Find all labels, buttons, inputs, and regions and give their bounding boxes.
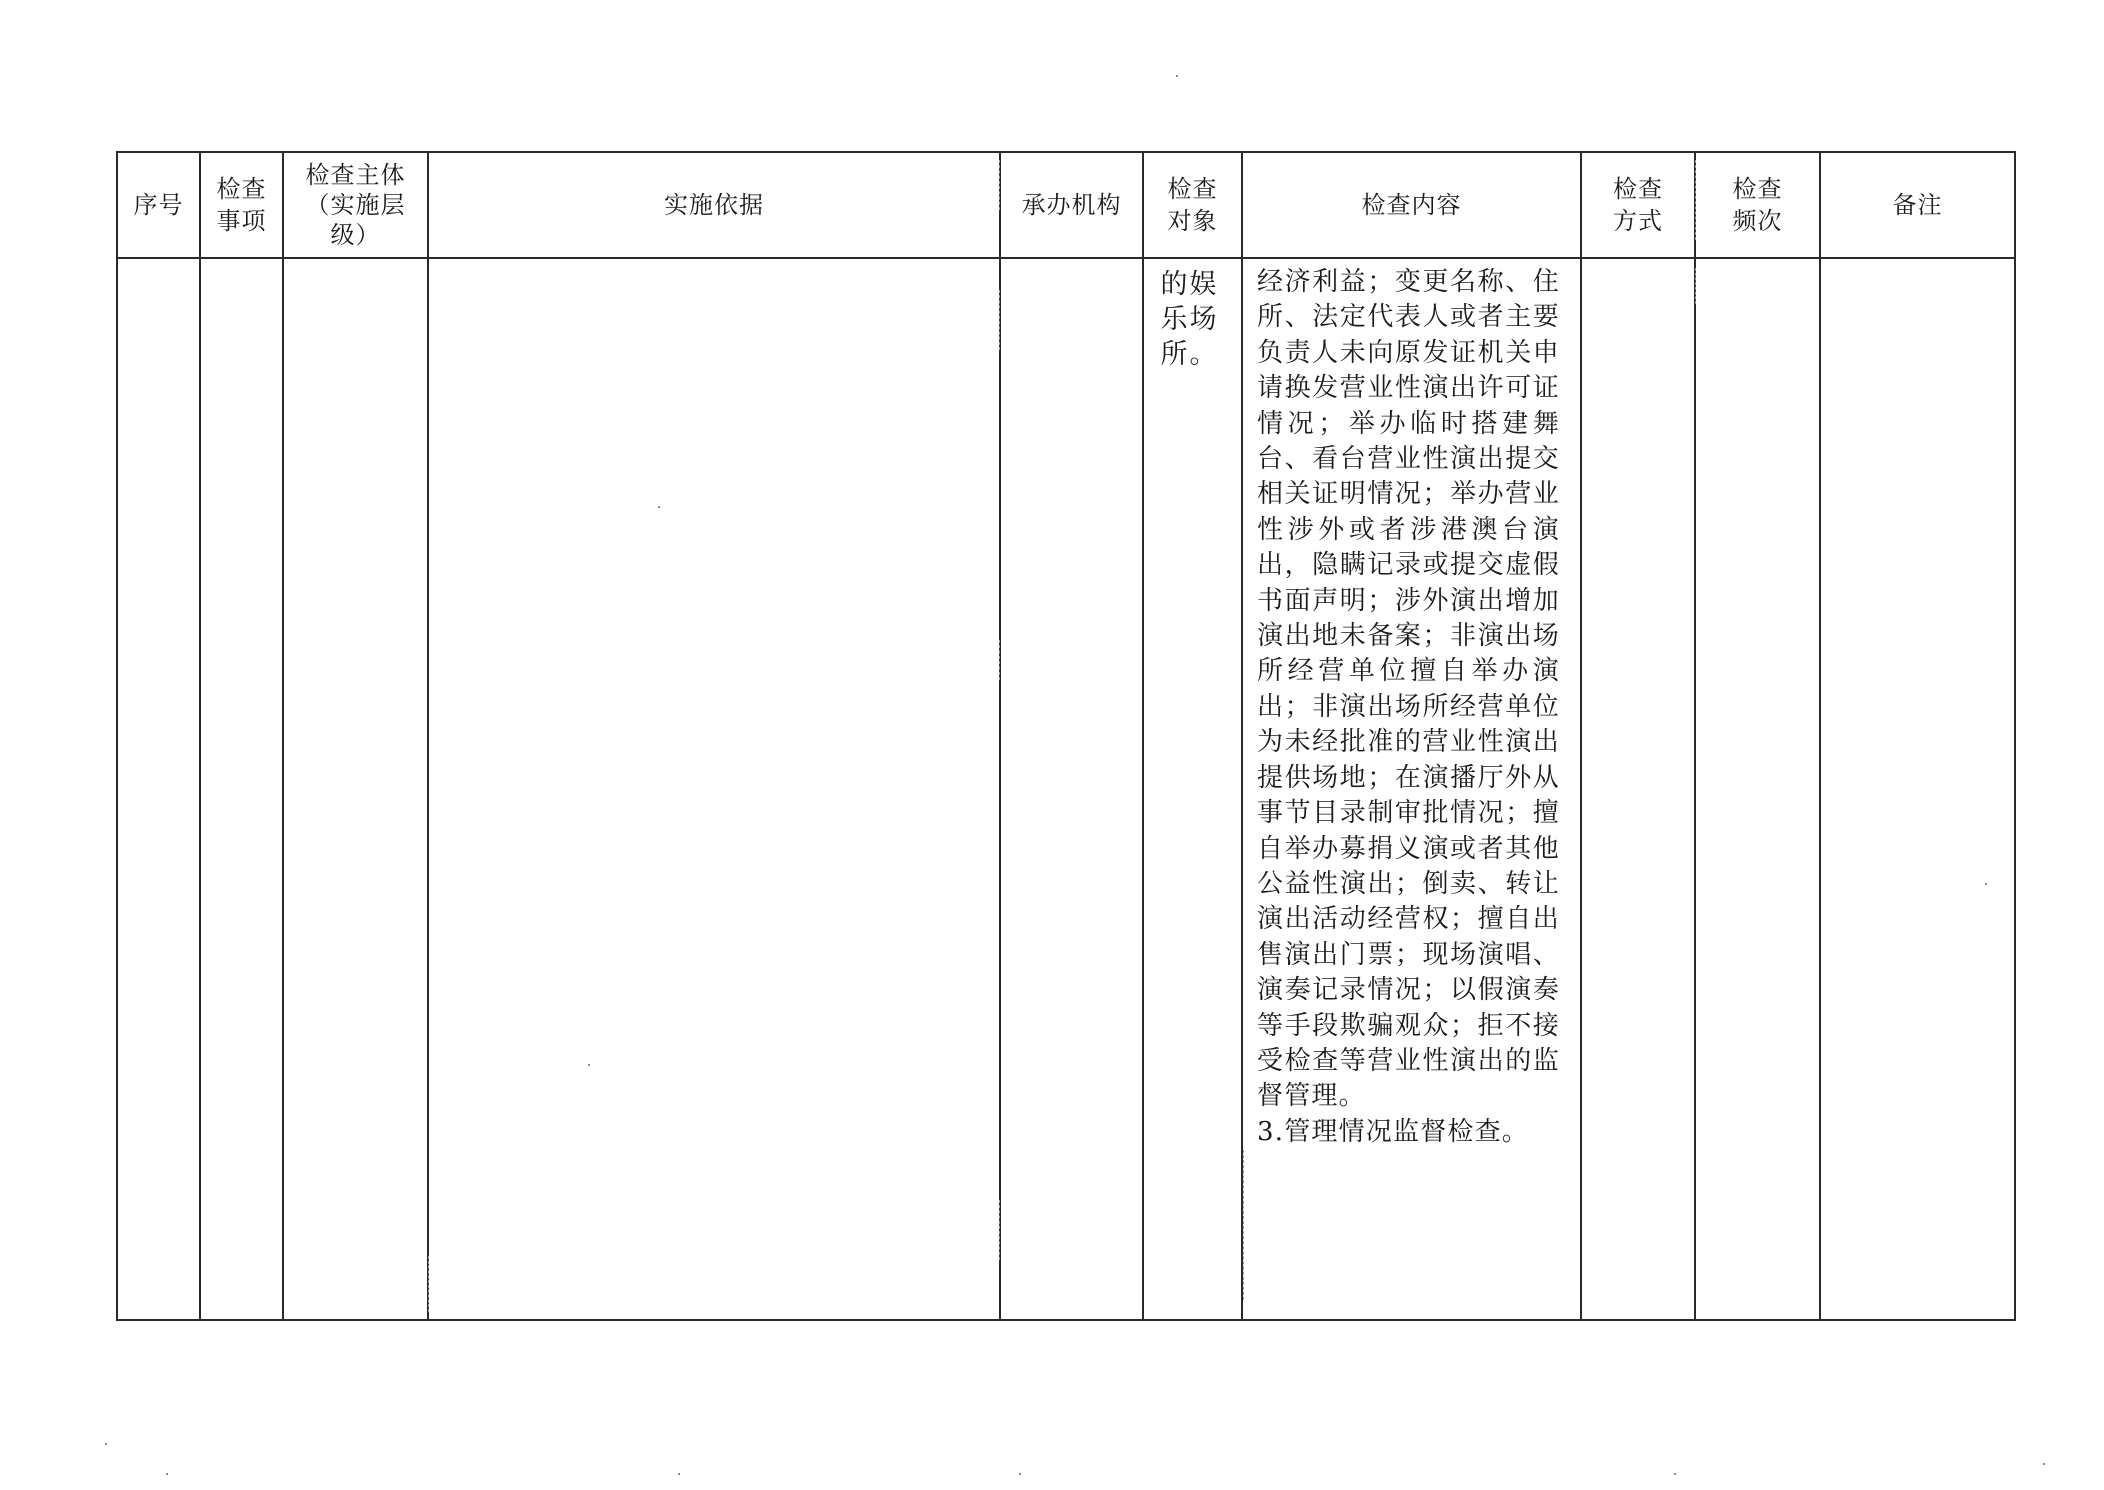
cell-remarks	[1820, 258, 2015, 1320]
cell-subject	[283, 258, 428, 1320]
inspection-table	[116, 151, 2016, 1321]
scan-speck	[658, 506, 660, 508]
scan-artifact-line	[1695, 160, 1696, 240]
scan-artifact-line	[999, 1200, 1000, 1260]
scan-speck	[1985, 883, 1987, 885]
content-paragraph: 经济利益；变更名称、住所、法定代表人或者主要负责人未向原发证机关申请换发营业性演出许可证情况；举办临时搭建舞台、看台营业性演出提交相关证明情况；举办营业性涉外或者涉港澳台演出，隐瞒记录或提交虚假书面声明；涉外演出增加演出地未备案；非演出场所经营单位擅自举办演出；非演出场所经营单位为未经批准的营业性演出提供场地；在演播厅外从事节目录制审批情况；擅自举办募捐义演或者其他公益性演出；倒卖、转让演出活动经营权；擅自出售演出门票；现场演唱、演奏记录情况；以假演奏等手段欺骗观众；拒不接受检查等营业性演出的监督管理。	[1257, 267, 1560, 1112]
cell-content	[1242, 258, 1581, 1320]
scan-artifact-line	[999, 640, 1000, 680]
scan-speck	[588, 1064, 590, 1066]
header-content: 检查内容	[1242, 152, 1581, 258]
header-seq: 序号	[117, 152, 200, 258]
header-method: 检查方式	[1581, 152, 1695, 258]
header-frequency: 检查频次	[1695, 152, 1820, 258]
cell-method	[1581, 258, 1695, 1320]
scan-speck	[1674, 1473, 1676, 1475]
scan-artifact-line	[1695, 268, 1696, 304]
cell-frequency	[1695, 258, 1820, 1320]
header-row	[117, 152, 2015, 258]
cell-seq	[117, 258, 200, 1320]
scan-artifact-line	[999, 160, 1000, 210]
scan-speck	[1019, 1473, 1021, 1475]
content-paragraph: 3.管理情况监督检查。	[1257, 1116, 1530, 1147]
header-subject: 检查主体（实施层级）	[283, 152, 428, 258]
scan-speck	[678, 1473, 680, 1475]
scan-speck	[1176, 75, 1178, 77]
scan-artifact-line	[1243, 1150, 1244, 1300]
cell-item	[200, 258, 283, 1320]
scan-artifact-line	[428, 1256, 429, 1312]
scan-speck	[166, 1473, 168, 1475]
table-row	[117, 258, 2015, 1320]
header-remarks: 备注	[1820, 152, 2015, 258]
cell-agency	[1000, 258, 1143, 1320]
target-text: 的娱乐场所。	[1160, 269, 1219, 370]
cell-basis	[428, 258, 1000, 1320]
scan-artifact-line	[999, 290, 1000, 350]
header-agency: 承办机构	[1000, 152, 1143, 258]
scan-speck	[2043, 1463, 2045, 1465]
header-basis: 实施依据	[428, 152, 1000, 258]
scan-speck	[105, 1443, 107, 1445]
cell-target	[1143, 258, 1242, 1320]
header-item: 检查事项	[200, 152, 283, 258]
header-target: 检查对象	[1143, 152, 1242, 258]
